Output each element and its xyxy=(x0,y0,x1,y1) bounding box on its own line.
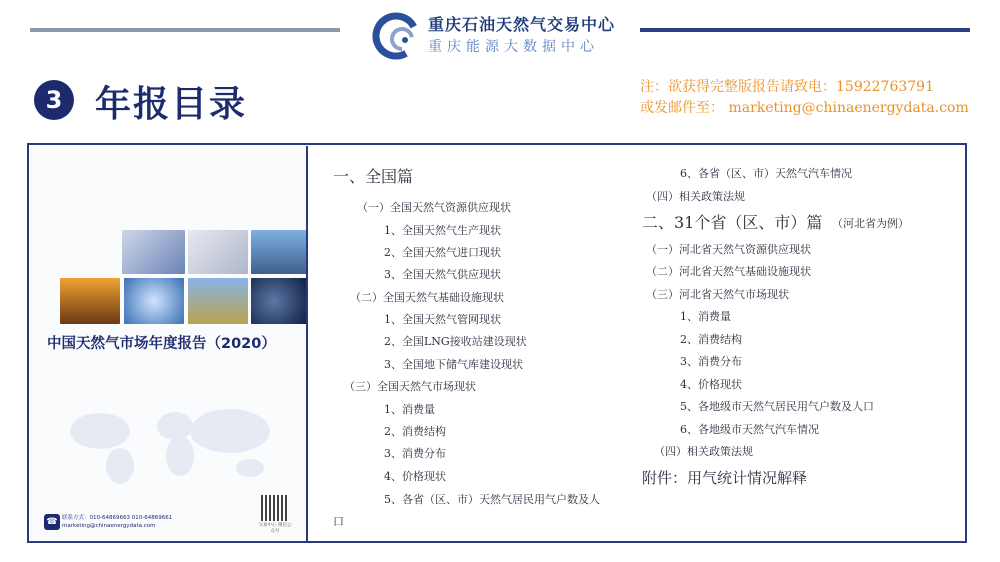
cover-photo-refinery xyxy=(251,230,308,274)
toc-item: 2、全国LNG接收站建设现状 xyxy=(384,335,527,348)
report-cover xyxy=(30,146,308,541)
toc-item: 3、全国天然气供应现状 xyxy=(384,268,501,281)
toc-item: 4、价格现状 xyxy=(680,378,742,391)
toc-item: 1、消费量 xyxy=(680,310,731,323)
cover-photo-facility xyxy=(188,278,248,324)
toc-item: 一、全国篇 xyxy=(333,167,414,186)
cover-contact xyxy=(62,514,172,530)
cover-contact-email: marketing@chinaenergydata.com xyxy=(62,523,156,529)
toc-item: 6、各省（区、市）天然气汽车情况 xyxy=(680,167,852,180)
contact-note-email: 或发邮件至： marketing@chinaenergydata.com xyxy=(640,100,969,116)
cover-photo-office xyxy=(122,230,185,274)
toc-item: 3、全国地下储气库建设现状 xyxy=(384,358,523,371)
world-map-icon xyxy=(60,396,280,486)
page-title: 年报目录 xyxy=(95,84,248,125)
toc-item: 2、消费结构 xyxy=(680,333,742,346)
exchange-logo-icon xyxy=(372,10,432,60)
contact-note-phone: 注：欲获得完整版报告请致电：15922763791 xyxy=(640,79,934,95)
header-bar-left xyxy=(30,28,340,32)
toc-item: （一）河北省天然气资源供应现状 xyxy=(646,243,811,256)
toc-item: 附件：用气统计情况解释 xyxy=(642,469,808,487)
toc-item: 1、全国天然气生产现状 xyxy=(384,224,501,237)
cover-photo-network xyxy=(251,278,308,324)
phone-icon: ☎ xyxy=(44,514,60,530)
qr-caption: 交易中心 微信公众号 xyxy=(258,523,292,534)
cover-photo-documents xyxy=(188,230,248,274)
toc-item: （二）全国天然气基础设施现状 xyxy=(350,291,504,304)
cover-photo-globe xyxy=(124,278,184,324)
toc-item: （四）相关政策法规 xyxy=(654,445,753,458)
toc-item: （三）河北省天然气市场现状 xyxy=(646,288,789,301)
toc-item: （三）全国天然气市场现状 xyxy=(344,380,476,393)
cover-contact-phones: 联系方式：010-64869663 010-64869661 xyxy=(62,515,173,521)
toc-item: 口 xyxy=(333,515,344,528)
toc-item: 二、31个省（区、市）篇 xyxy=(642,213,823,232)
qr-code-icon xyxy=(261,495,287,521)
org-subtitle: 重庆能源大数据中心 xyxy=(428,39,599,55)
toc-item: 5、各地级市天然气居民用气户数及人口 xyxy=(680,400,874,413)
toc-item: （四）相关政策法规 xyxy=(646,190,745,203)
cover-title: 中国天然气市场年度报告（2020） xyxy=(47,336,276,352)
toc-item: 2、消费结构 xyxy=(384,425,446,438)
toc-item: 5、各省（区、市）天然气居民用气户数及人 xyxy=(384,493,600,506)
org-name: 重庆石油天然气交易中心 xyxy=(428,15,616,34)
toc-item: 1、消费量 xyxy=(384,403,435,416)
toc-item: 6、各地级市天然气汽车情况 xyxy=(680,423,819,436)
toc-item: （一）全国天然气资源供应现状 xyxy=(357,201,511,214)
toc-item: 4、价格现状 xyxy=(384,470,446,483)
toc-item: （二）河北省天然气基础设施现状 xyxy=(646,265,811,278)
cover-photo-oil-pump xyxy=(60,278,120,324)
toc-item: 2、全国天然气进口现状 xyxy=(384,246,501,259)
header-bar-right xyxy=(640,28,970,32)
toc-item: 1、全国天然气管网现状 xyxy=(384,313,501,326)
section-number-badge: 3 xyxy=(34,80,74,120)
toc-item: 3、消费分布 xyxy=(384,447,446,460)
toc-item: （河北省为例） xyxy=(832,217,909,230)
toc-item: 3、消费分布 xyxy=(680,355,742,368)
